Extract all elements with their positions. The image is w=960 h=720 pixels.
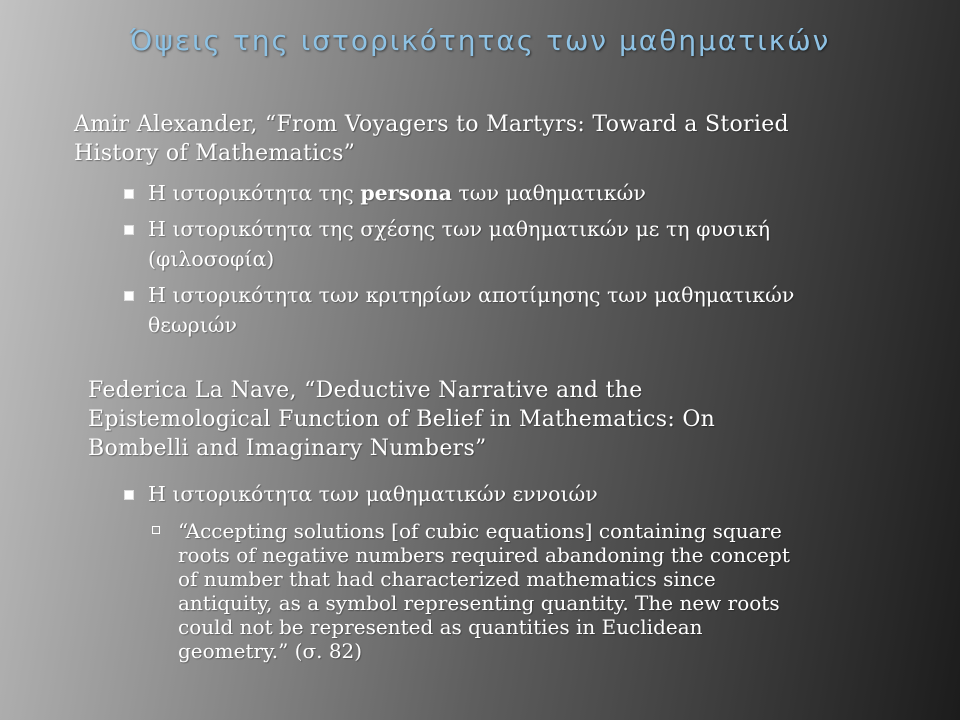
bullet-persona: [122, 178, 794, 208]
square-bullet-icon: [124, 225, 134, 235]
quote-line: could not be represented as quantities in Euclidean: [178, 615, 703, 639]
bullet-text: Η ιστορικότητα των κριτηρίων αποτίμησης των μαθηματικών: [148, 283, 795, 307]
reference-line: History of Mathematics”: [74, 141, 356, 166]
square-bullet-icon: [124, 291, 134, 301]
quote-list: [148, 519, 790, 663]
bullet-text: θεωριών: [148, 313, 237, 337]
bullet-text: των μαθηματικών: [451, 181, 646, 205]
alexander-bullet-list: [122, 178, 794, 346]
bullet-physics-relation: [122, 214, 794, 274]
bullet-text: Η ιστορικότητα της: [148, 181, 361, 205]
reference-line: Epistemological Function of Belief in Mathematics: On: [88, 407, 716, 432]
reference-la-nave: [88, 376, 715, 463]
reference-line: Amir Alexander, “From Voyagers to Martyrs: Toward a Storied: [74, 112, 789, 137]
bullet-concepts: [122, 479, 598, 509]
quote-line: roots of negative numbers required abandoning the concept: [178, 543, 790, 567]
quote-line: geometry.” (σ. 82): [178, 639, 363, 663]
bullet-bold-text: persona: [360, 181, 452, 205]
bullet-text: Η ιστορικότητα της σχέσης των μαθηματικών με τη φυσική: [148, 217, 771, 241]
bullet-text: (φιλοσοφία): [148, 247, 275, 271]
bullet-evaluation-criteria: [122, 280, 794, 340]
square-bullet-icon: [124, 189, 134, 199]
hollow-square-bullet-icon: [152, 526, 160, 534]
reference-line: Federica La Nave, “Deductive Narrative and the: [88, 378, 643, 403]
slide-title: Όψεις της ιστορικότητας των μαθηματικών: [129, 24, 831, 57]
la-nave-bullet-list: [122, 479, 598, 515]
quote-line: antiquity, as a symbol representing quantity. The new roots: [178, 591, 780, 615]
square-bullet-icon: [124, 490, 134, 500]
quote-bullet: [148, 519, 790, 663]
bullet-text: Η ιστορικότητα των μαθηματικών εννοιών: [148, 482, 598, 506]
reference-alexander: [74, 110, 789, 168]
quote-line: of number that had characterized mathematics since: [178, 567, 716, 591]
quote-line: “Accepting solutions [of cubic equations] containing square: [178, 519, 782, 543]
reference-line: Bombelli and Imaginary Numbers”: [88, 436, 487, 461]
